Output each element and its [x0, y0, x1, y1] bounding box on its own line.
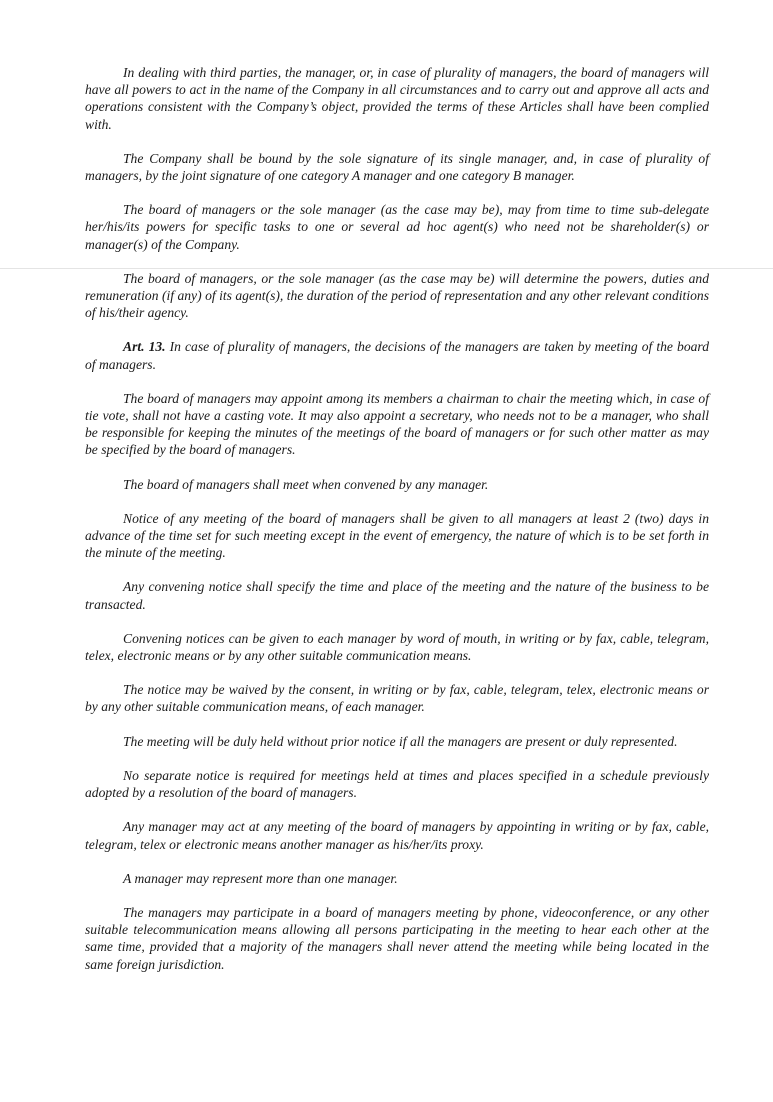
paragraph-agent-powers: The board of managers, or the sole manager (as the case may be) will determine the powers, duties and remuneration (if any) of its agent(s), the duration of the period of representation and any other relevant conditions of his/their agency. [85, 270, 709, 321]
paragraph-notice-of-meeting: Notice of any meeting of the board of managers shall be given to all managers at least 2 (two) days in advance of the time set for such meeting except in the event of emergency, the nature of which is to be set forth in the minute of the meeting. [85, 510, 709, 561]
paragraph-notice-waived: The notice may be waived by the consent, in writing or by fax, cable, telegram, telex, electronic means or by any other suitable communication means, of each manager. [85, 682, 709, 715]
paragraph-represent-more: A manager may represent more than one manager. [123, 870, 398, 886]
paragraph-third-parties: In dealing with third parties, the manager, or, in case of plurality of managers, the board of managers will have all powers to act in the name of the Company in all circumstances and to carry out and approve all acts and operations consistent with the Company’s object, provided the terms of these Articles shall have been complied with. [85, 65, 709, 132]
paragraph-convening-notice: Any convening notice shall specify the time and place of the meeting and the nature of the business to be transacted. [85, 579, 709, 612]
article-13-label: Art. 13. [123, 339, 166, 355]
paragraph-convening-means: Convening notices can be given to each manager by word of mouth, in writing or by fax, cable, telegram, telex, electronic means or by any other suitable communication means. [85, 630, 709, 664]
document-body [85, 64, 709, 990]
paragraph-board-meet: The board of managers shall meet when convened by any manager. [123, 476, 489, 492]
paragraph-telecommunication: The managers may participate in a board of managers meeting by phone, videoconference, or any other suitable telecommunication means allowing all persons participating in the meeting to hear each other at the same time, provided that a majority of the managers shall never attend the meeting while being located in the same foreign jurisdiction. [85, 904, 709, 972]
paragraph-proxy: Any manager may act at any meeting of the board of managers by appointing in writing or by fax, cable, telegram, telex or electronic means another manager as his/her/its proxy. [85, 819, 709, 852]
article-13-text: In case of plurality of managers, the decisions of the managers are taken by meeting of the board of managers. [85, 339, 709, 372]
paragraph-held-without-notice: The meeting will be duly held without prior notice if all the managers are present or duly represented. [123, 733, 678, 749]
paragraph-article-13 [85, 338, 709, 372]
paragraph-company-bound: The Company shall be bound by the sole signature of its single manager, and, in case of plurality of managers, by the joint signature of one category A manager and one category B manager. [85, 150, 709, 184]
paragraph-no-separate-notice: No separate notice is required for meetings held at times and places specified in a schedule previously adopted by a resolution of the board of managers. [85, 767, 709, 801]
paragraph-sub-delegate: The board of managers or the sole manager (as the case may be), may from time to time sub-delegate her/his/its powers for specific tasks to one or several ad hoc agent(s) who need not be shareholder(s) or manager(s) of the Company. [85, 202, 709, 252]
paragraph-chairman: The board of managers may appoint among its members a chairman to chair the meeting which, in case of tie vote, shall not have a casting vote. It may also appoint a secretary, who needs not to be a manager, who shall be responsible for keeping the minutes of the meetings of the board of managers or for such other matter as may be specified by the board of managers. [85, 390, 709, 458]
